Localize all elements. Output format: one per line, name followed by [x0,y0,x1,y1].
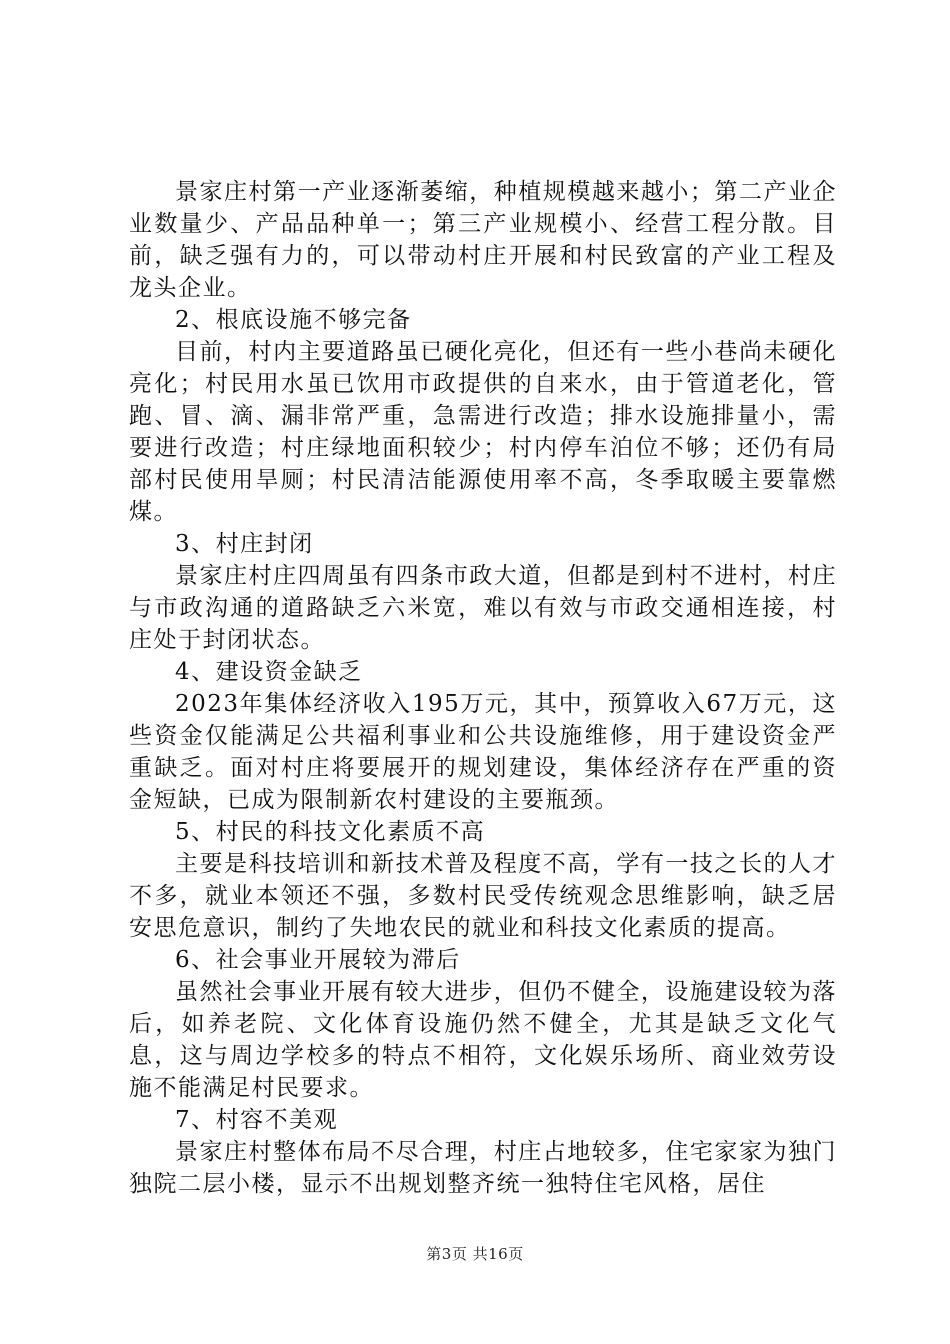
paragraph-education: 主要是科技培训和新技术普及程度不高，学有一技之长的人才不多，就业本领还不强，多数村民受传统观念思维影响，缺乏居安思危意识，制约了失地农民的就业和科技文化素质的提高。 [129,851,837,941]
heading-infrastructure: 2、根底设施不够完备 [175,307,412,333]
page-number-footer: 第3页 共16页 [426,1245,524,1263]
heading-social-services: 6、社会事业开展较为滞后 [175,947,461,973]
paragraph-primary-industry: 景家庄村第一产业逐渐萎缩，种植规模越来越小；第二产业企业数量少、产品品种单一；第三产业规模小、经营工程分散。目前，缺乏强有力的，可以带动村庄开展和村民致富的产业工程及龙头企业。 [129,179,837,301]
paragraph-funding: 2023年集体经济收入195万元，其中，预算收入67万元，这些资金仅能满足公共福利事业和公共设施维修，用于建设资金严重缺乏。面对村庄将要展开的规划建设，集体经济存在严重的资金短缺，已成为限制新农村建设的主要瓶颈。 [129,691,837,813]
heading-education: 5、村民的科技文化素质不高 [175,819,486,845]
paragraph-village-closed: 景家庄村庄四周虽有四条市政大道，但都是到村不进村，村庄与市政沟通的道路缺乏六米宽，难以有效与市政交通相连接，村庄处于封闭状态。 [129,563,837,653]
heading-village-appearance: 7、村容不美观 [175,1107,339,1133]
document-body [129,176,837,1200]
paragraph-village-appearance: 景家庄村整体布局不尽合理，村庄占地较多，住宅家家为独门独院二层小楼，显示不出规划整齐统一独特住宅风格，居住 [129,1139,837,1197]
heading-funding: 4、建设资金缺乏 [175,659,363,685]
paragraph-infrastructure: 目前，村内主要道路虽已硬化亮化，但还有一些小巷尚未硬化亮化；村民用水虽已饮用市政提供的自来水，由于管道老化，管跑、冒、滴、漏非常严重，急需进行改造；排水设施排量小，需要进行改造；村庄绿地面积较少；村内停车泊位不够；还仍有局部村民使用旱厕；村民清洁能源使用率不高，冬季取暖主要靠燃煤。 [129,339,837,525]
heading-village-closed: 3、村庄封闭 [175,531,314,557]
paragraph-social-services: 虽然社会事业开展有较大进步，但仍不健全，设施建设较为落后，如养老院、文化体育设施仍然不健全，尤其是缺乏文化气息，这与周边学校多的特点不相符，文化娱乐场所、商业效劳设施不能满足村民要求。 [129,979,837,1101]
